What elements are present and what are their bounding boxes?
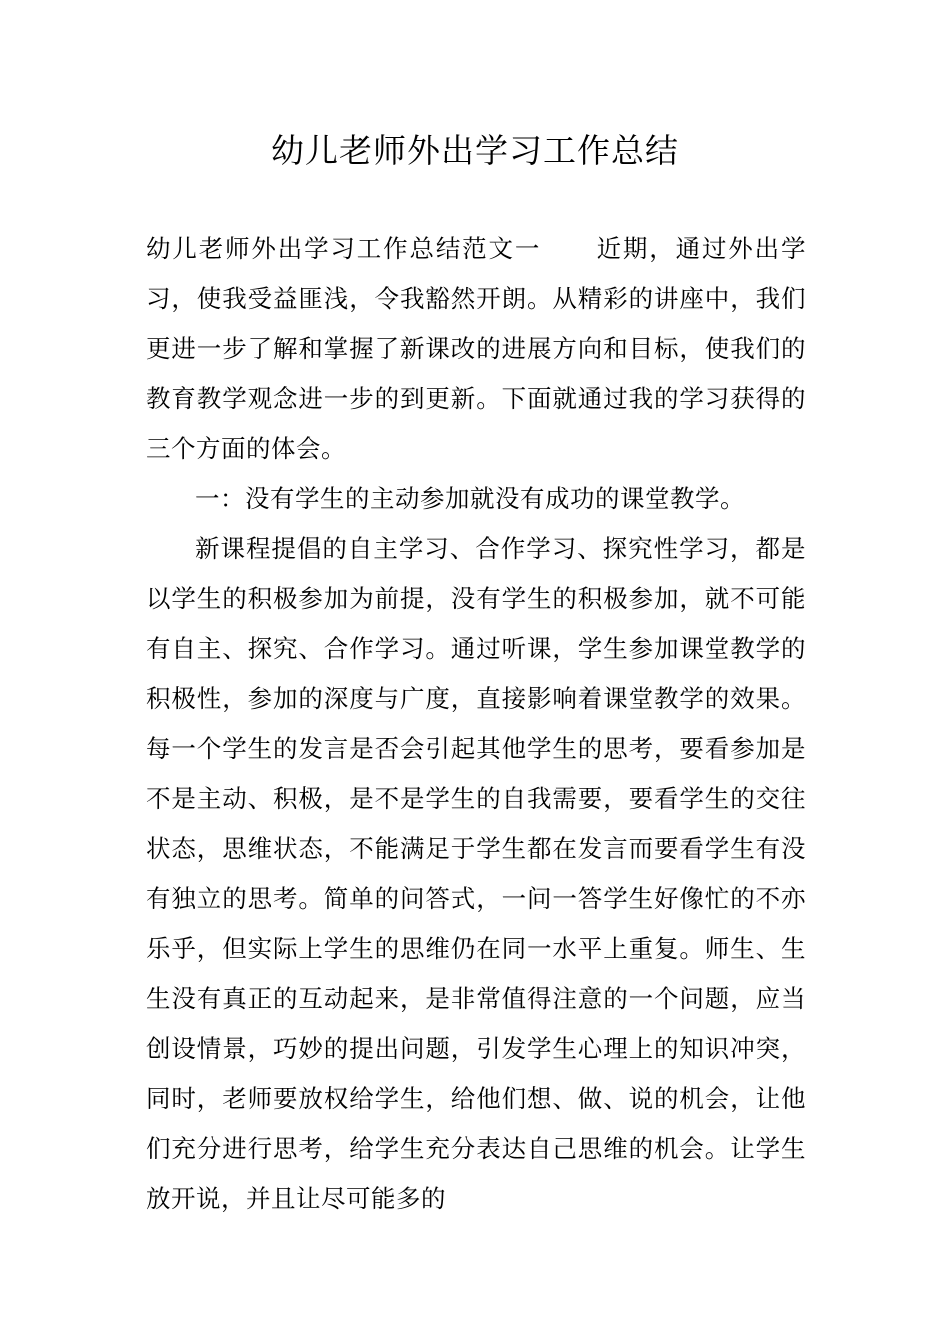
section-heading-one: 一：没有学生的主动参加就没有成功的课堂教学。	[195, 484, 745, 513]
document-body	[146, 224, 806, 1224]
document-title: 幼儿老师外出学习工作总结	[271, 131, 679, 170]
intro-paragraph	[146, 224, 806, 474]
intro-text: 近期，通过外出学习，使我受益匪浅，令我豁然开朗。从精彩的讲座中，我们更进一步了解和掌握了新课改的进展方向和目标，使我们的教育教学观念进一步的到更新。下面就通过我的学习获得的三个方面的体会。	[146, 234, 807, 463]
paragraph-one: 新课程提倡的自主学习、合作学习、探究性学习，都是以学生的积极参加为前提，没有学生的积极参加，就不可能有自主、探究、合作学习。通过听课，学生参加课堂教学的积极性，参加的深度与广度，直接影响着课堂教学的效果。每一个学生的发言是否会引起其他学生的思考，要看参加是不是主动、积极，是不是学生的自我需要，要看学生的交往状态，思维状态，不能满足于学生都在发言而要看学生有没有独立的思考。简单的问答式，一问一答学生好像忙的不亦乐乎，但实际上学生的思维仍在同一水平上重复。师生、生生没有真正的互动起来，是非常值得注意的一个问题，应当创设情景，巧妙的提出问题，引发学生心理上的知识冲突，同时，老师要放权给学生，给他们想、做、说的机会，让他们充分进行思考，给学生充分表达自己思维的机会。让学生放开说，并且让尽可能多的	[146, 534, 806, 1213]
intro-lead: 幼儿老师外出学习工作总结范文一	[146, 234, 542, 263]
